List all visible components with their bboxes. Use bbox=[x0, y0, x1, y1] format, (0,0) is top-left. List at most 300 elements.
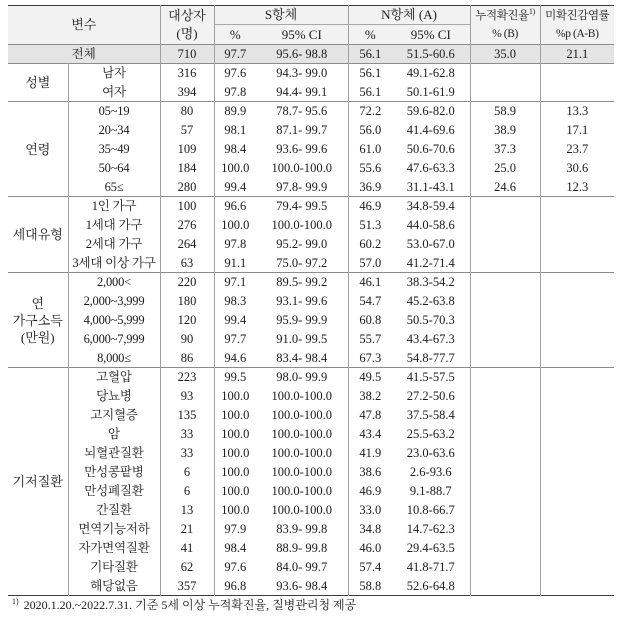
s-antibody-ci-cell: 79.4- 99.5 bbox=[256, 197, 348, 216]
unconfirmed-rate-cell bbox=[540, 64, 614, 83]
group-label: 기저질환 bbox=[12, 474, 63, 489]
n-antibody-pct-cell: 51.3 bbox=[359, 218, 382, 232]
s-antibody-ci-cell: 93.6- 98.4 bbox=[256, 577, 348, 596]
unconfirmed-rate-cell bbox=[540, 292, 614, 311]
cumulative-rate-cell: 58.9 bbox=[470, 102, 540, 121]
table-row bbox=[8, 311, 614, 330]
cumulative-rate-cell bbox=[470, 539, 540, 558]
group-label-cell bbox=[8, 197, 68, 273]
s-antibody-pct-cell: 98.4 bbox=[224, 541, 247, 555]
unconfirmed-rate-cell bbox=[540, 425, 614, 444]
table-row bbox=[8, 482, 614, 501]
n-antibody-ci-cell: 38.3-54.2 bbox=[392, 273, 470, 292]
row-label-cell: 05~19 bbox=[68, 102, 160, 121]
s-antibody-ci-cell: 100.0-100.0 bbox=[256, 482, 348, 501]
total-label-cell: 전체 bbox=[8, 45, 160, 64]
s-antibody-ci-cell: 100.0-100.0 bbox=[256, 444, 348, 463]
s-antibody-pct-cell: 98.4 bbox=[224, 142, 247, 156]
s-antibody-ci-cell: 100.0-100.0 bbox=[256, 216, 348, 235]
row-label-cell: 2,000< bbox=[68, 273, 160, 292]
n-antibody-ci-cell: 34.8-59.4 bbox=[392, 197, 470, 216]
group-label: 연령 bbox=[25, 141, 51, 157]
s-antibody-ci-cell: 87.1- 99.7 bbox=[256, 121, 348, 140]
row-label-cell: 3세대 이상 가구 bbox=[68, 254, 160, 273]
cumulative-rate-cell bbox=[470, 425, 540, 444]
n-antibody-pct-cell: 58.8 bbox=[359, 578, 382, 593]
s-antibody-ci-cell: 100.0-100.0 bbox=[256, 387, 348, 406]
unconfirmed-rate-cell bbox=[540, 349, 614, 368]
table-row bbox=[8, 463, 614, 482]
unconfirmed-rate-cell bbox=[540, 235, 614, 254]
cumulative-rate-cell bbox=[470, 463, 540, 482]
s-antibody-ci-cell: 100.0-100.0 bbox=[256, 463, 348, 482]
table-row bbox=[8, 558, 614, 577]
subjects-cell: 63 bbox=[160, 254, 214, 273]
cumulative-rate-cell bbox=[470, 444, 540, 463]
n-antibody-ci-cell: 29.4-63.5 bbox=[392, 539, 470, 558]
table-row bbox=[8, 425, 614, 444]
n-antibody-pct-cell: 46.9 bbox=[359, 199, 382, 214]
n-antibody-ci-cell: 50.1-61.9 bbox=[392, 83, 470, 102]
subjects-cell: 120 bbox=[160, 311, 214, 330]
unconfirmed-rate-cell bbox=[540, 520, 614, 539]
n-antibody-pct-cell: 60.8 bbox=[359, 313, 382, 327]
cumulative-rate-cell bbox=[470, 501, 540, 520]
s-antibody-ci-cell: 95.2- 99.0 bbox=[256, 235, 348, 254]
row-group bbox=[8, 64, 614, 102]
row-label-cell: 6,000~7,999 bbox=[68, 330, 160, 349]
row-label-cell: 만성폐질환 bbox=[68, 482, 160, 501]
s-antibody-ci-cell: 93.1- 99.6 bbox=[256, 292, 348, 311]
n-antibody-pct-cell: 60.2 bbox=[359, 237, 382, 251]
n-antibody-pct-cell: 38.2 bbox=[359, 389, 382, 403]
header-cumulative-unit: % (B) bbox=[492, 28, 518, 40]
unconfirmed-rate-cell: 12.3 bbox=[566, 179, 589, 194]
subjects-cell: 276 bbox=[160, 216, 214, 235]
unconfirmed-rate-cell bbox=[540, 558, 614, 577]
row-label-cell: 남자 bbox=[68, 64, 160, 83]
table-row bbox=[8, 330, 614, 349]
table-row bbox=[8, 406, 614, 425]
unconfirmed-rate-cell bbox=[540, 83, 614, 102]
table-row bbox=[8, 292, 614, 311]
unconfirmed-rate-cell: 30.6 bbox=[566, 161, 589, 175]
n-antibody-pct-cell: 72.2 bbox=[359, 104, 382, 119]
table-row bbox=[8, 102, 614, 121]
n-antibody-ci-cell: 43.4-67.3 bbox=[392, 330, 470, 349]
s-antibody-pct-cell: 99.5 bbox=[224, 370, 247, 385]
table-row bbox=[8, 254, 614, 273]
subjects-cell: 21 bbox=[160, 520, 214, 539]
n-antibody-pct-cell: 61.0 bbox=[359, 142, 382, 156]
cumulative-rate-cell: 35.0 bbox=[470, 45, 540, 64]
cumulative-rate-cell: 37.3 bbox=[470, 140, 540, 159]
row-label-cell: 65≤ bbox=[68, 178, 160, 197]
row-label-cell: 간질환 bbox=[68, 501, 160, 520]
n-antibody-ci-cell: 2.6-93.6 bbox=[392, 463, 470, 482]
header-subjects-unit: (명) bbox=[176, 26, 198, 41]
header-cumulative-text: 누적확진율 bbox=[475, 9, 529, 22]
row-group bbox=[8, 197, 614, 273]
subjects-cell: 223 bbox=[160, 368, 214, 387]
row-label-cell: 2,000~3,999 bbox=[68, 292, 160, 311]
table-row bbox=[8, 140, 614, 159]
subjects-cell: 316 bbox=[160, 64, 214, 83]
footnote-marker: 1) bbox=[12, 597, 19, 606]
header-s-pct: % bbox=[214, 25, 256, 45]
cumulative-rate-cell bbox=[470, 64, 540, 83]
subjects-cell: 135 bbox=[160, 406, 214, 425]
s-antibody-ci-cell: 83.4- 98.4 bbox=[256, 349, 348, 368]
subjects-cell: 264 bbox=[160, 235, 214, 254]
s-antibody-pct-cell: 96.6 bbox=[224, 199, 247, 214]
s-antibody-pct-cell: 97.6 bbox=[224, 560, 247, 574]
cumulative-rate-cell bbox=[470, 406, 540, 425]
subjects-cell: 57 bbox=[160, 121, 214, 140]
s-antibody-ci-cell: 98.0- 99.9 bbox=[256, 368, 348, 387]
s-antibody-ci-cell: 83.9- 99.8 bbox=[256, 520, 348, 539]
n-antibody-ci-cell: 41.4-69.6 bbox=[392, 121, 470, 140]
table-row bbox=[8, 121, 614, 140]
table-row bbox=[8, 520, 614, 539]
n-antibody-pct-cell: 56.1 bbox=[348, 45, 392, 64]
unconfirmed-rate-cell: 23.7 bbox=[566, 142, 589, 156]
s-antibody-pct-cell: 99.4 bbox=[224, 313, 247, 327]
subjects-cell: 86 bbox=[160, 349, 214, 368]
subjects-cell: 93 bbox=[160, 387, 214, 406]
footnote-text: 2020.1.20.~2022.7.31. 기준 5세 이상 누적확진율, 질병관리청 제공 bbox=[23, 598, 357, 612]
s-antibody-pct-cell: 100.0 bbox=[221, 389, 250, 403]
n-antibody-ci-cell: 47.6-63.3 bbox=[392, 159, 470, 178]
subjects-cell: 180 bbox=[160, 292, 214, 311]
group-label: (만원) bbox=[20, 329, 55, 345]
n-antibody-ci-cell: 9.1-88.7 bbox=[392, 482, 470, 501]
n-antibody-ci-cell: 37.5-58.4 bbox=[392, 406, 470, 425]
row-label-cell: 50~64 bbox=[68, 159, 160, 178]
row-label-cell: 당뇨병 bbox=[68, 387, 160, 406]
group-label-cell bbox=[8, 102, 68, 197]
n-antibody-ci-cell: 49.1-62.8 bbox=[392, 64, 470, 83]
cumulative-rate-cell: 38.9 bbox=[470, 121, 540, 140]
s-antibody-ci-cell: 75.0- 97.2 bbox=[256, 254, 348, 273]
table-row bbox=[8, 178, 614, 197]
group-label-cell bbox=[8, 64, 68, 102]
unconfirmed-rate-cell bbox=[540, 197, 614, 216]
header-variable: 변수 bbox=[8, 6, 160, 45]
s-antibody-ci-cell: 95.9- 99.9 bbox=[256, 311, 348, 330]
cumulative-rate-cell bbox=[470, 330, 540, 349]
n-antibody-pct-cell: 56.0 bbox=[359, 123, 382, 137]
report-table-figure bbox=[8, 5, 614, 613]
row-label-cell: 자가면역질환 bbox=[68, 539, 160, 558]
s-antibody-ci-cell: 100.0-100.0 bbox=[256, 406, 348, 425]
header-unconfirmed-label: 미확진감염률 bbox=[545, 9, 610, 22]
subjects-cell: 13 bbox=[160, 501, 214, 520]
subjects-cell: 41 bbox=[160, 539, 214, 558]
subjects-cell: 280 bbox=[160, 178, 214, 197]
n-antibody-pct-cell: 46.9 bbox=[359, 484, 382, 498]
unconfirmed-rate-cell bbox=[540, 539, 614, 558]
table-row bbox=[8, 577, 614, 596]
table-row bbox=[8, 273, 614, 292]
header-row bbox=[8, 6, 614, 25]
subjects-cell: 710 bbox=[160, 45, 214, 64]
n-antibody-pct-cell: 55.6 bbox=[359, 161, 382, 175]
n-antibody-ci-cell: 31.1-43.1 bbox=[392, 178, 470, 197]
s-antibody-pct-cell: 97.1 bbox=[224, 275, 247, 290]
row-label-cell: 2세대 가구 bbox=[68, 235, 160, 254]
header-s-antibody: S항체 bbox=[214, 6, 348, 25]
row-group bbox=[8, 102, 614, 197]
group-label-cell bbox=[8, 368, 68, 596]
header-cumulative-label bbox=[471, 7, 540, 26]
cumulative-rate-cell bbox=[470, 254, 540, 273]
subjects-cell: 220 bbox=[160, 273, 214, 292]
subjects-cell: 394 bbox=[160, 83, 214, 102]
row-label-cell: 고혈압 bbox=[68, 368, 160, 387]
row-label-cell: 뇌혈관질환 bbox=[68, 444, 160, 463]
s-antibody-pct-cell: 99.4 bbox=[224, 179, 247, 194]
cumulative-rate-cell bbox=[470, 520, 540, 539]
s-antibody-ci-cell: 94.4- 99.1 bbox=[256, 83, 348, 102]
n-antibody-pct-cell: 57.0 bbox=[359, 255, 382, 270]
s-antibody-ci-cell: 78.7- 95.6 bbox=[256, 102, 348, 121]
s-antibody-pct-cell: 98.3 bbox=[224, 294, 247, 308]
n-antibody-ci-cell: 51.5-60.6 bbox=[392, 45, 470, 64]
table-row bbox=[8, 501, 614, 520]
s-antibody-pct-cell: 100.0 bbox=[221, 503, 250, 517]
s-antibody-ci-cell: 100.0-100.0 bbox=[256, 159, 348, 178]
footnote bbox=[8, 598, 614, 613]
header-subjects bbox=[160, 6, 214, 45]
group-label: 성별 bbox=[25, 75, 51, 90]
n-antibody-pct-cell: 46.0 bbox=[359, 541, 382, 555]
s-antibody-pct-cell: 94.6 bbox=[224, 350, 247, 365]
footnote-reference: 1) bbox=[528, 6, 535, 16]
unconfirmed-rate-cell bbox=[540, 577, 614, 596]
subjects-cell: 6 bbox=[160, 482, 214, 501]
header-n-ci: 95% CI bbox=[392, 25, 470, 45]
table-row bbox=[8, 539, 614, 558]
cumulative-rate-cell bbox=[470, 216, 540, 235]
table-row bbox=[8, 64, 614, 83]
s-antibody-pct-cell: 100.0 bbox=[221, 218, 250, 232]
row-label-cell: 여자 bbox=[68, 83, 160, 102]
table-row bbox=[8, 235, 614, 254]
s-antibody-pct-cell: 89.9 bbox=[224, 104, 247, 119]
unconfirmed-rate-cell bbox=[540, 273, 614, 292]
header-unconfirmed-rate bbox=[540, 6, 614, 45]
s-antibody-pct-cell: 97.7 bbox=[224, 332, 247, 346]
s-antibody-pct-cell: 100.0 bbox=[221, 161, 250, 175]
cumulative-rate-cell bbox=[470, 197, 540, 216]
unconfirmed-rate-cell: 21.1 bbox=[540, 45, 614, 64]
cumulative-rate-cell bbox=[470, 577, 540, 596]
s-antibody-pct-cell: 96.8 bbox=[224, 578, 247, 593]
table-header bbox=[8, 6, 614, 45]
s-antibody-pct-cell: 100.0 bbox=[221, 408, 250, 422]
unconfirmed-rate-cell bbox=[540, 330, 614, 349]
unconfirmed-rate-cell bbox=[540, 444, 614, 463]
s-antibody-ci-cell: 95.6- 98.8 bbox=[256, 45, 348, 64]
n-antibody-pct-cell: 56.1 bbox=[359, 84, 382, 99]
row-group bbox=[8, 273, 614, 368]
row-label-cell: 8,000≤ bbox=[68, 349, 160, 368]
subjects-cell: 6 bbox=[160, 463, 214, 482]
n-antibody-pct-cell: 34.8 bbox=[359, 522, 382, 536]
s-antibody-ci-cell: 94.3- 99.0 bbox=[256, 64, 348, 83]
n-antibody-ci-cell: 27.2-50.6 bbox=[392, 387, 470, 406]
subjects-cell: 100 bbox=[160, 197, 214, 216]
table-row bbox=[8, 83, 614, 102]
n-antibody-pct-cell: 33.0 bbox=[359, 503, 382, 517]
subjects-cell: 33 bbox=[160, 444, 214, 463]
n-antibody-ci-cell: 54.8-77.7 bbox=[392, 349, 470, 368]
subjects-cell: 357 bbox=[160, 577, 214, 596]
row-label-cell: 해당없음 bbox=[68, 577, 160, 596]
table-row bbox=[8, 159, 614, 178]
cumulative-rate-cell: 25.0 bbox=[470, 159, 540, 178]
subjects-cell: 109 bbox=[160, 140, 214, 159]
unconfirmed-rate-cell bbox=[540, 311, 614, 330]
unconfirmed-rate-cell bbox=[540, 387, 614, 406]
n-antibody-ci-cell: 25.5-63.2 bbox=[392, 425, 470, 444]
total-row-group bbox=[8, 45, 614, 64]
s-antibody-pct-cell: 100.0 bbox=[221, 427, 250, 441]
subjects-cell: 33 bbox=[160, 425, 214, 444]
total-row bbox=[8, 45, 614, 64]
cumulative-rate-cell bbox=[470, 558, 540, 577]
n-antibody-pct-cell: 43.4 bbox=[359, 427, 382, 441]
unconfirmed-rate-cell bbox=[540, 501, 614, 520]
row-label-cell: 1인 가구 bbox=[68, 197, 160, 216]
s-antibody-ci-cell: 93.6- 99.6 bbox=[256, 140, 348, 159]
cumulative-rate-cell bbox=[470, 83, 540, 102]
n-antibody-ci-cell: 14.7-62.3 bbox=[392, 520, 470, 539]
s-antibody-ci-cell: 88.9- 99.8 bbox=[256, 539, 348, 558]
table-row bbox=[8, 368, 614, 387]
table-row bbox=[8, 197, 614, 216]
s-antibody-pct-cell: 91.1 bbox=[224, 255, 247, 270]
row-label-cell: 만성콩팥병 bbox=[68, 463, 160, 482]
unconfirmed-rate-cell: 13.3 bbox=[566, 104, 589, 119]
s-antibody-ci-cell: 100.0-100.0 bbox=[256, 501, 348, 520]
unconfirmed-rate-cell: 17.1 bbox=[566, 123, 589, 137]
s-antibody-ci-cell: 97.8- 99.9 bbox=[256, 178, 348, 197]
cumulative-rate-cell bbox=[470, 273, 540, 292]
n-antibody-pct-cell: 49.5 bbox=[359, 370, 382, 385]
group-label: 가구소득 bbox=[12, 312, 63, 328]
row-label-cell: 4,000~5,999 bbox=[68, 311, 160, 330]
s-antibody-pct-cell: 100.0 bbox=[221, 446, 250, 460]
subjects-cell: 62 bbox=[160, 558, 214, 577]
row-label-cell: 35~49 bbox=[68, 140, 160, 159]
n-antibody-ci-cell: 50.5-70.3 bbox=[392, 311, 470, 330]
unconfirmed-rate-cell bbox=[540, 254, 614, 273]
n-antibody-ci-cell: 45.2-63.8 bbox=[392, 292, 470, 311]
s-antibody-ci-cell: 89.5- 99.2 bbox=[256, 273, 348, 292]
cumulative-rate-cell: 24.6 bbox=[470, 178, 540, 197]
row-label-cell: 면역기능저하 bbox=[68, 520, 160, 539]
n-antibody-ci-cell: 10.8-66.7 bbox=[392, 501, 470, 520]
n-antibody-pct-cell: 41.9 bbox=[359, 446, 382, 460]
n-antibody-pct-cell: 67.3 bbox=[359, 350, 382, 365]
n-antibody-pct-cell: 36.9 bbox=[359, 179, 382, 194]
n-antibody-pct-cell: 54.7 bbox=[359, 294, 382, 308]
s-antibody-pct-cell: 97.6 bbox=[224, 66, 247, 81]
row-label-cell: 기타질환 bbox=[68, 558, 160, 577]
s-antibody-pct-cell: 98.1 bbox=[224, 123, 247, 137]
table-row bbox=[8, 444, 614, 463]
n-antibody-pct-cell: 56.1 bbox=[359, 66, 382, 81]
n-antibody-ci-cell: 59.6-82.0 bbox=[392, 102, 470, 121]
n-antibody-ci-cell: 23.0-63.6 bbox=[392, 444, 470, 463]
group-label: 연 bbox=[31, 295, 45, 311]
subjects-cell: 184 bbox=[160, 159, 214, 178]
header-n-antibody: N항체 (A) bbox=[348, 6, 470, 25]
cumulative-rate-cell bbox=[470, 235, 540, 254]
table-row bbox=[8, 216, 614, 235]
row-label-cell: 암 bbox=[68, 425, 160, 444]
unconfirmed-rate-cell bbox=[540, 368, 614, 387]
cumulative-rate-cell bbox=[470, 349, 540, 368]
header-subjects-label: 대상자 bbox=[168, 7, 206, 23]
n-antibody-pct-cell: 46.1 bbox=[359, 275, 382, 290]
header-s-ci: 95% CI bbox=[256, 25, 348, 45]
n-antibody-ci-cell: 41.2-71.4 bbox=[392, 254, 470, 273]
cumulative-rate-cell bbox=[470, 368, 540, 387]
n-antibody-ci-cell: 50.6-70.6 bbox=[392, 140, 470, 159]
n-antibody-ci-cell: 53.0-67.0 bbox=[392, 235, 470, 254]
n-antibody-ci-cell: 44.0-58.6 bbox=[392, 216, 470, 235]
header-n-pct: % bbox=[348, 25, 392, 45]
s-antibody-pct-cell: 97.8 bbox=[224, 237, 247, 251]
n-antibody-pct-cell: 47.8 bbox=[359, 408, 382, 422]
cumulative-rate-cell bbox=[470, 482, 540, 501]
subjects-cell: 80 bbox=[160, 102, 214, 121]
row-label-cell: 1세대 가구 bbox=[68, 216, 160, 235]
unconfirmed-rate-cell bbox=[540, 482, 614, 501]
group-label: 세대유형 bbox=[12, 227, 63, 242]
row-label-cell: 20~34 bbox=[68, 121, 160, 140]
cumulative-rate-cell bbox=[470, 311, 540, 330]
s-antibody-ci-cell: 100.0-100.0 bbox=[256, 425, 348, 444]
table-row bbox=[8, 387, 614, 406]
n-antibody-ci-cell: 52.6-64.8 bbox=[392, 577, 470, 596]
n-antibody-ci-cell: 41.8-71.7 bbox=[392, 558, 470, 577]
unconfirmed-rate-cell bbox=[540, 406, 614, 425]
table-row bbox=[8, 349, 614, 368]
subjects-cell: 90 bbox=[160, 330, 214, 349]
n-antibody-pct-cell: 57.4 bbox=[359, 560, 382, 574]
cumulative-rate-cell bbox=[470, 292, 540, 311]
s-antibody-pct-cell: 97.9 bbox=[224, 522, 247, 536]
antibody-results-table bbox=[8, 5, 614, 596]
s-antibody-pct-cell: 100.0 bbox=[221, 484, 250, 498]
unconfirmed-rate-cell bbox=[540, 216, 614, 235]
s-antibody-pct-cell: 100.0 bbox=[221, 465, 250, 479]
s-antibody-ci-cell: 91.0- 99.5 bbox=[256, 330, 348, 349]
row-label-cell: 고지혈증 bbox=[68, 406, 160, 425]
unconfirmed-rate-cell bbox=[540, 463, 614, 482]
n-antibody-pct-cell: 55.7 bbox=[359, 332, 382, 346]
row-group bbox=[8, 368, 614, 596]
header-unconfirmed-unit: %p (A-B) bbox=[556, 28, 599, 40]
s-antibody-ci-cell: 84.0- 99.7 bbox=[256, 558, 348, 577]
header-cumulative-rate bbox=[470, 6, 540, 45]
n-antibody-ci-cell: 41.5-57.5 bbox=[392, 368, 470, 387]
cumulative-rate-cell bbox=[470, 387, 540, 406]
